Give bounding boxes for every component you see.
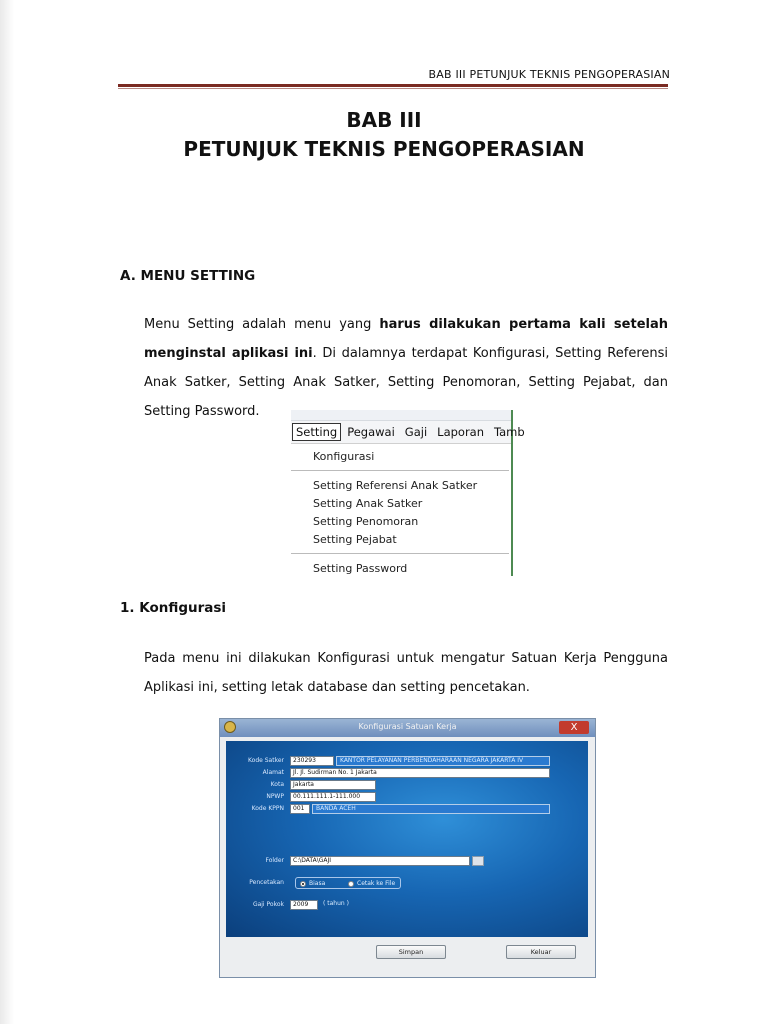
menu-setting[interactable]: Setting	[292, 423, 341, 441]
menu-separator	[291, 553, 509, 554]
label-alamat: Alamat	[262, 769, 284, 776]
menu-laporan[interactable]: Laporan	[437, 425, 485, 439]
konfigurasi-dialog-screenshot	[219, 718, 596, 978]
radio-biasa-label: Biasa	[309, 880, 326, 887]
nama-satker-field: KANTOR PELAYANAN PERBENDAHARAAN NEGARA JAKARTA IV	[336, 756, 550, 766]
label-kode-kppn: Kode KPPN	[251, 805, 284, 812]
section-heading-menu-setting: A. MENU SETTING	[120, 268, 256, 284]
radio-cetak-ke-file[interactable]	[348, 880, 395, 887]
chapter-title: PETUNJUK TEKNIS PENGOPERASIAN	[183, 137, 585, 161]
subsection-heading-konfigurasi: 1. Konfigurasi	[120, 600, 227, 616]
dialog-titlebar	[220, 719, 595, 737]
radio-unselected-icon	[348, 881, 354, 887]
menu-item-setting-pejabat[interactable]: Setting Pejabat	[313, 533, 397, 546]
chapter-number: BAB III	[346, 108, 422, 132]
menu-setting-paragraph	[144, 310, 668, 426]
menu-tambahan[interactable]: Tamb	[494, 425, 525, 439]
header-rule	[118, 84, 668, 87]
gaji-pokok-unit: ( tahun )	[323, 900, 349, 907]
folder-input[interactable]: C:\DATA\GAJI	[290, 856, 470, 866]
menu-item-setting-password[interactable]: Setting Password	[313, 562, 408, 575]
kode-kppn-input[interactable]: 001	[290, 804, 310, 814]
running-header: BAB III PETUNJUK TEKNIS PENGOPERASIAN	[428, 68, 670, 81]
menu-gaji[interactable]: Gaji	[404, 425, 428, 439]
menu-pegawai[interactable]: Pegawai	[347, 425, 395, 439]
dialog-title: Konfigurasi Satuan Kerja	[358, 722, 457, 731]
alamat-input[interactable]: Jl. Jl. Sudirman No. 1 Jakarta	[290, 768, 550, 778]
paragraph-text-end: . Di dalamnya terdapat Konfigurasi, Setting Referensi Anak Satker, Setting Anak Satker, Setting Penomoran, Setting Pejabat, dan Setting Password.	[144, 346, 668, 419]
radio-cetak-ke-file-label: Cetak ke File	[357, 880, 396, 887]
gaji-pokok-input[interactable]: 2009	[290, 900, 318, 910]
paragraph-text-bold: harus dilakukan pertama kali setelah menginstal aplikasi ini	[144, 317, 668, 361]
setting-menu-screenshot	[291, 410, 525, 576]
label-npwp: NPWP	[266, 793, 284, 800]
radio-biasa[interactable]	[300, 880, 325, 887]
label-pencetakan: Pencetakan	[249, 879, 284, 886]
header-rule-thin	[118, 88, 668, 89]
konfigurasi-paragraph: Pada menu ini dilakukan Konfigurasi untuk mengatur Satuan Kerja Pengguna Aplikasi ini, setting letak database dan setting pencetakan.	[144, 651, 668, 695]
label-kota: Kota	[270, 781, 284, 788]
simpan-button[interactable]: Simpan	[376, 945, 446, 959]
browse-folder-button[interactable]	[472, 856, 484, 866]
menu-item-setting-anak-satker[interactable]: Setting Anak Satker	[313, 497, 423, 510]
keluar-button[interactable]: Keluar	[506, 945, 576, 959]
npwp-input[interactable]: 00.111.111.1-111.000	[290, 792, 376, 802]
window-top-strip	[291, 410, 511, 421]
label-gaji-pokok: Gaji Pokok	[252, 901, 284, 908]
label-folder: Folder	[265, 857, 284, 864]
radio-selected-icon	[300, 881, 306, 887]
menu-separator	[291, 470, 509, 471]
menu-item-setting-referensi-anak-satker[interactable]: Setting Referensi Anak Satker	[313, 479, 478, 492]
nama-kppn-field: BANDA ACEH	[312, 804, 550, 814]
pencetakan-radio-group	[295, 877, 401, 889]
menu-item-konfigurasi[interactable]: Konfigurasi	[313, 450, 375, 463]
menu-bar	[291, 421, 525, 444]
menu-item-setting-penomoran[interactable]: Setting Penomoran	[313, 515, 419, 528]
kota-input[interactable]: Jakarta	[290, 780, 376, 790]
close-icon[interactable]: X	[559, 721, 589, 734]
dialog-form	[226, 741, 588, 937]
kode-satker-input[interactable]: 230293	[290, 756, 334, 766]
paragraph-text-start: Menu Setting adalah menu yang	[144, 317, 380, 332]
setting-dropdown	[291, 444, 511, 578]
label-kode-satker: Kode Satker	[248, 757, 284, 764]
